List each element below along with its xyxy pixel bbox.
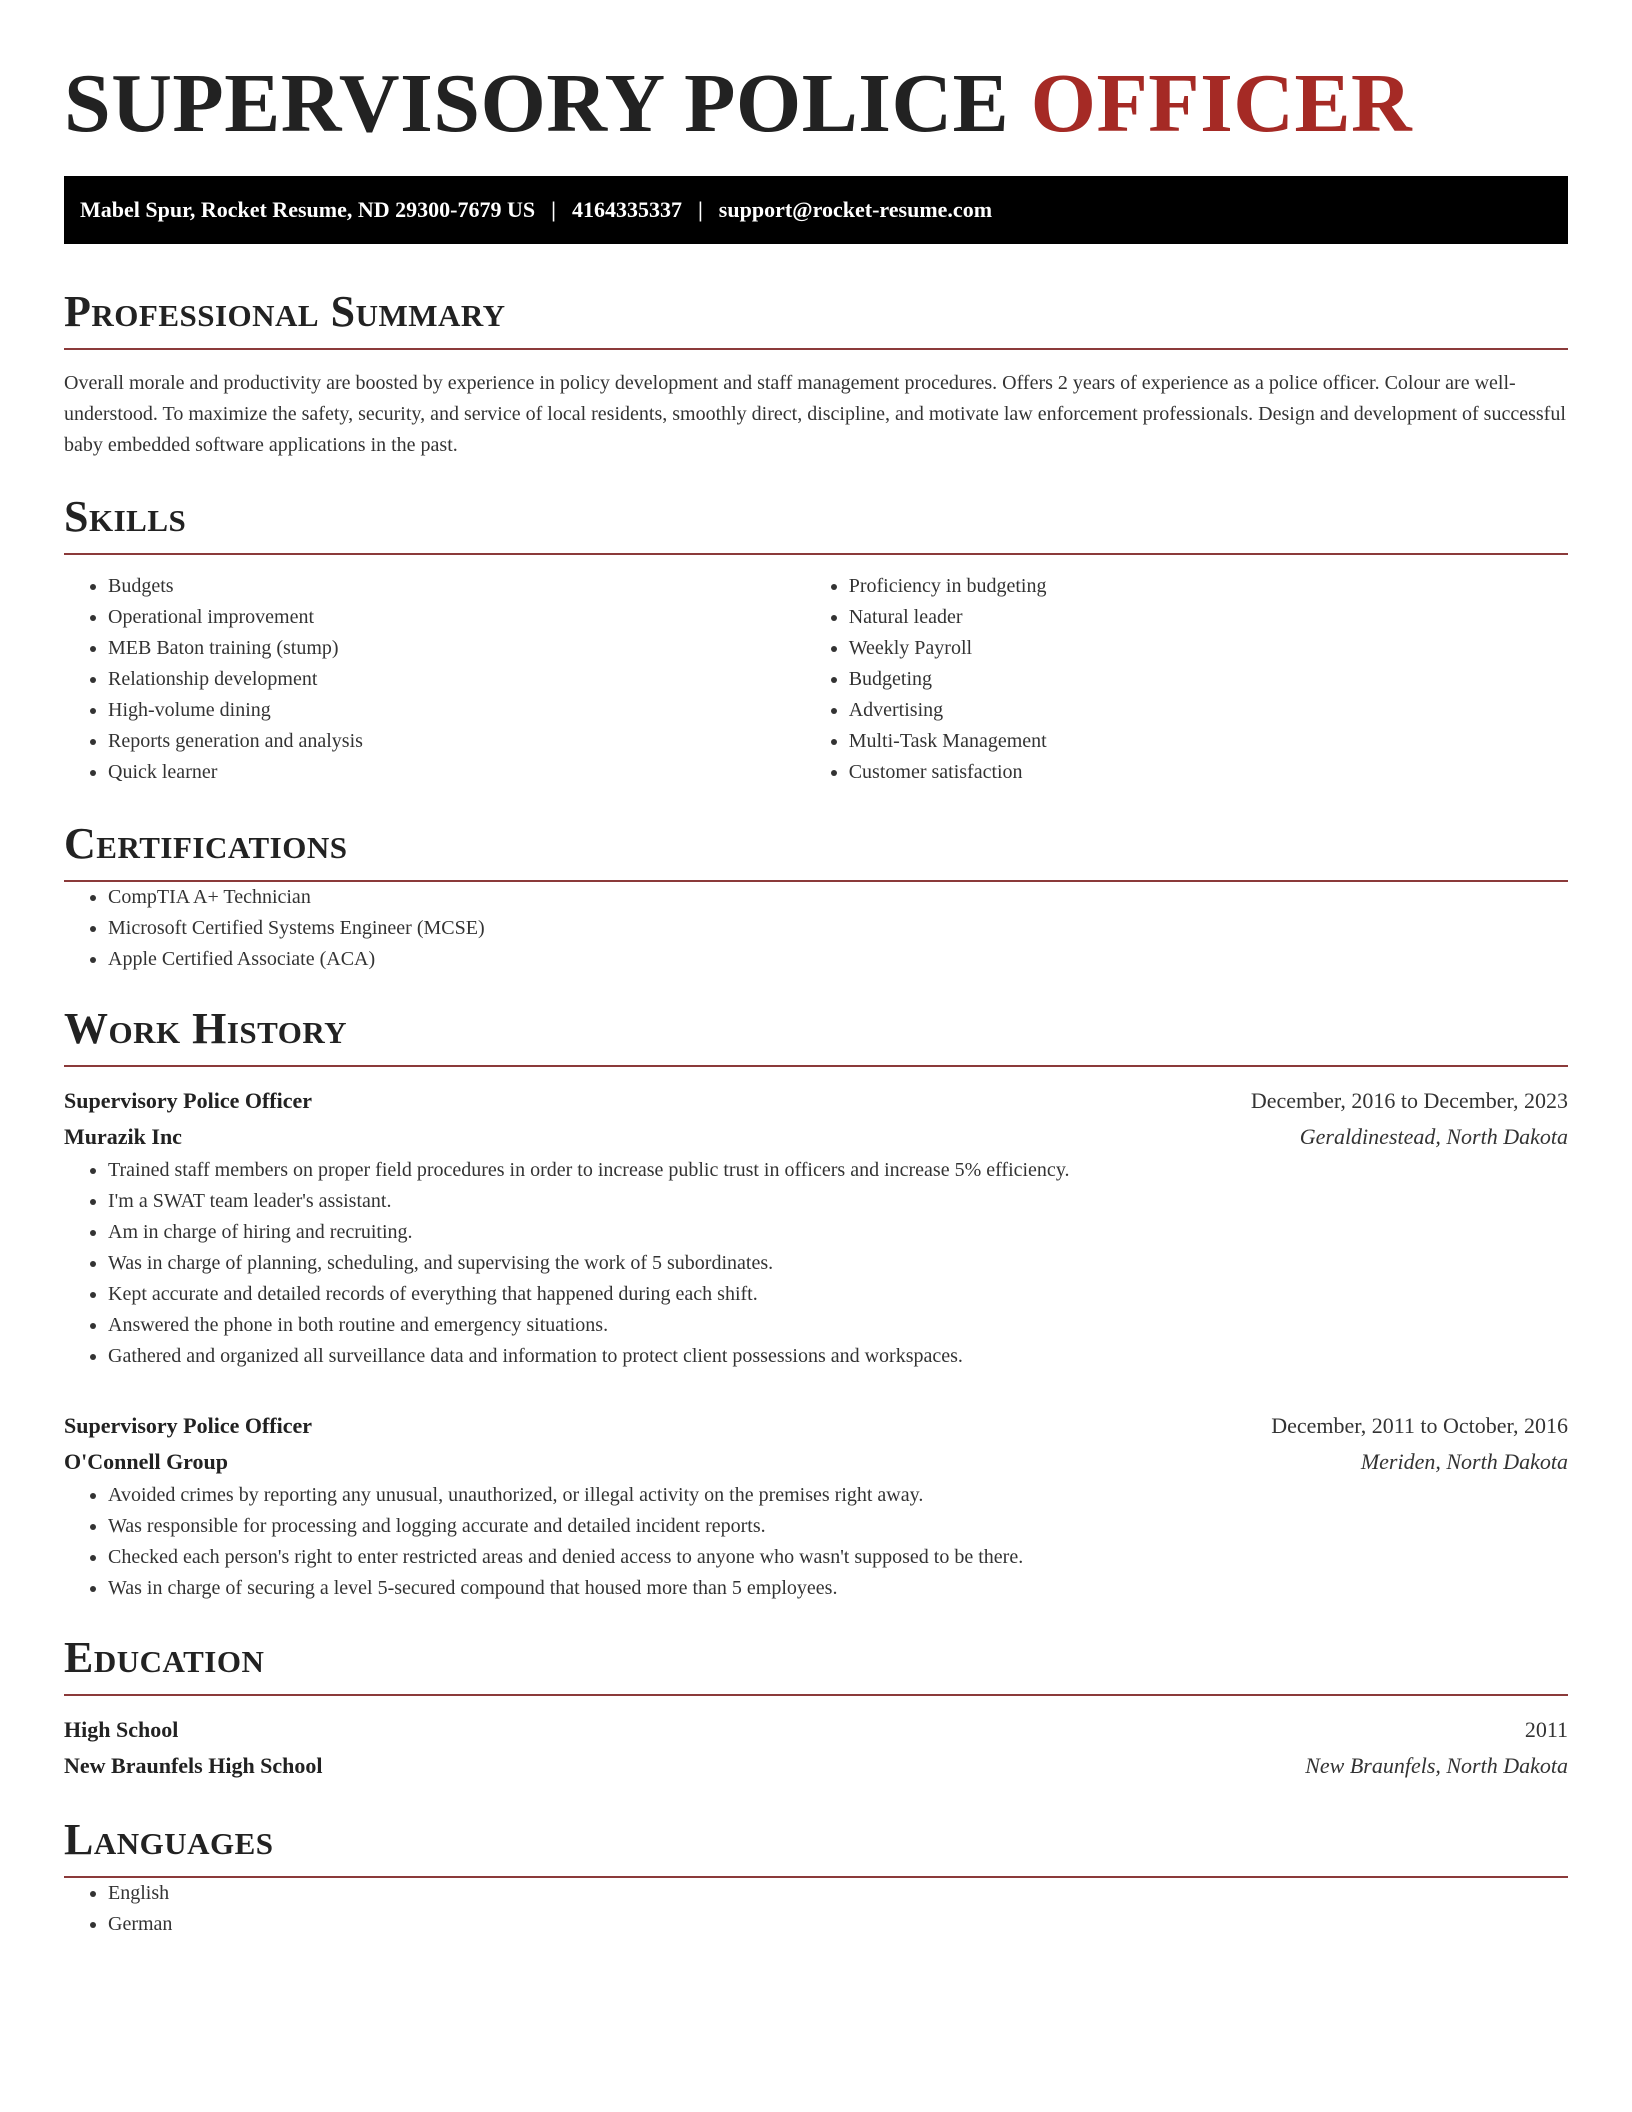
contact-bar — [64, 176, 1568, 244]
language-item: • German — [108, 1909, 1568, 1940]
job-dates: December, 2011 to October, 2016 — [1271, 1413, 1568, 1438]
job-header-row — [64, 1083, 1568, 1119]
skill-item: • High-volume dining — [108, 695, 805, 726]
contact-separator: | — [697, 197, 703, 222]
job-location: Meriden, North Dakota — [1360, 1449, 1568, 1474]
job-duty: • Kept accurate and detailed records of everything that happened during each shift. — [108, 1279, 1568, 1310]
job-title: Supervisory Police Officer — [64, 1413, 313, 1438]
skills-grid — [64, 571, 1568, 788]
skill-item: • Natural leader — [849, 602, 1568, 633]
skill-item: • Proficiency in budgeting — [849, 571, 1568, 602]
job-company-row — [64, 1119, 1568, 1155]
certification-item: • Apple Certified Associate (ACA) — [108, 944, 1568, 975]
skill-item: • Operational improvement — [108, 602, 805, 633]
skills-heading: Skills — [64, 492, 187, 541]
work-history-heading: Work History — [64, 1004, 348, 1053]
job-title: Supervisory Police Officer — [64, 1088, 313, 1113]
job-header-row — [64, 1408, 1568, 1444]
job-duty: • Trained staff members on proper field procedures in order to increase public trust in officers and increase 5% efficiency. — [108, 1155, 1568, 1186]
job-company: O'Connell Group — [64, 1449, 229, 1474]
languages-list — [64, 1878, 1568, 1940]
section-divider — [64, 553, 1568, 555]
skill-item: • Reports generation and analysis — [108, 726, 805, 757]
skill-item: • Budgets — [108, 571, 805, 602]
section-divider — [64, 1065, 1568, 1067]
skills-list-right — [805, 571, 1568, 788]
certification-item: • Microsoft Certified Systems Engineer (MCSE) — [108, 913, 1568, 944]
job-duties-list — [64, 1480, 1568, 1604]
section-divider — [64, 348, 1568, 350]
summary-heading: Professional Summary — [64, 287, 506, 336]
title-main: SUPERVISORY POLICE — [64, 57, 1010, 150]
education-year: 2011 — [1524, 1717, 1568, 1742]
languages-heading: Languages — [64, 1815, 274, 1864]
education-heading: Education — [64, 1633, 265, 1682]
skills-list-left — [64, 571, 805, 788]
contact-separator: | — [551, 197, 556, 222]
contact-phone: 4164335337 — [571, 197, 682, 222]
language-item: • English — [108, 1878, 1568, 1909]
contact-address: Mabel Spur, Rocket Resume, ND 29300-7679 US — [80, 197, 536, 222]
job-company: Murazik Inc — [64, 1124, 182, 1149]
title-accent: OFFICER — [1030, 57, 1413, 150]
summary-text: Overall morale and productivity are boosted by experience in policy development and staff management procedures. Offers 2 years of experience as a police officer. Colour are well-understood. To maximize the safety, security, and service of local residents, smoothly direct, discipline, and motivate law enforcement professionals. Design and development of successful baby embedded software applications in the past. — [64, 372, 1566, 456]
job-duty: • I'm a SWAT team leader's assistant. — [108, 1186, 1568, 1217]
education-entry — [64, 1712, 1568, 1784]
skill-item: • MEB Baton training (stump) — [108, 633, 805, 664]
job-duty: • Checked each person's right to enter restricted areas and denied access to anyone who wasn't supposed to be there. — [108, 1542, 1568, 1573]
education-header-row — [64, 1712, 1568, 1748]
job-duty: • Am in charge of hiring and recruiting. — [108, 1217, 1568, 1248]
skill-item: • Quick learner — [108, 757, 805, 788]
job-duty: • Was in charge of planning, scheduling, and supervising the work of 5 subordinates. — [108, 1248, 1568, 1279]
education-school-row — [64, 1748, 1568, 1784]
certifications-list — [64, 882, 1568, 975]
skill-item: • Weekly Payroll — [849, 633, 1568, 664]
contact-email: support@rocket-resume.com — [718, 197, 993, 222]
job-duties-list — [64, 1155, 1568, 1372]
job-entry — [64, 1408, 1568, 1604]
skill-item: • Multi-Task Management — [849, 726, 1568, 757]
job-duty: • Was responsible for processing and logging accurate and detailed incident reports. — [108, 1511, 1568, 1542]
skill-item: • Relationship development — [108, 664, 805, 695]
skill-item: • Budgeting — [849, 664, 1568, 695]
job-duty: • Was in charge of securing a level 5-secured compound that housed more than 5 employees. — [108, 1573, 1568, 1604]
resume-title — [64, 54, 1568, 154]
job-dates: December, 2016 to December, 2023 — [1250, 1088, 1568, 1113]
certification-item: • CompTIA A+ Technician — [108, 882, 1568, 913]
skill-item: • Customer satisfaction — [849, 757, 1568, 788]
job-duty: • Gathered and organized all surveillance data and information to protect client possessions and workspaces. — [108, 1341, 1568, 1372]
job-company-row — [64, 1444, 1568, 1480]
certifications-heading: Certifications — [64, 819, 348, 868]
education-degree: High School — [64, 1717, 179, 1742]
section-divider — [64, 1694, 1568, 1696]
job-duty: • Avoided crimes by reporting any unusual, unauthorized, or illegal activity on the premises right away. — [108, 1480, 1568, 1511]
job-duty: • Answered the phone in both routine and emergency situations. — [108, 1310, 1568, 1341]
job-entry — [64, 1083, 1568, 1372]
skill-item: • Advertising — [849, 695, 1568, 726]
education-location: New Braunfels, North Dakota — [1305, 1753, 1568, 1778]
job-location: Geraldinestead, North Dakota — [1299, 1124, 1568, 1149]
education-school: New Braunfels High School — [64, 1753, 323, 1778]
